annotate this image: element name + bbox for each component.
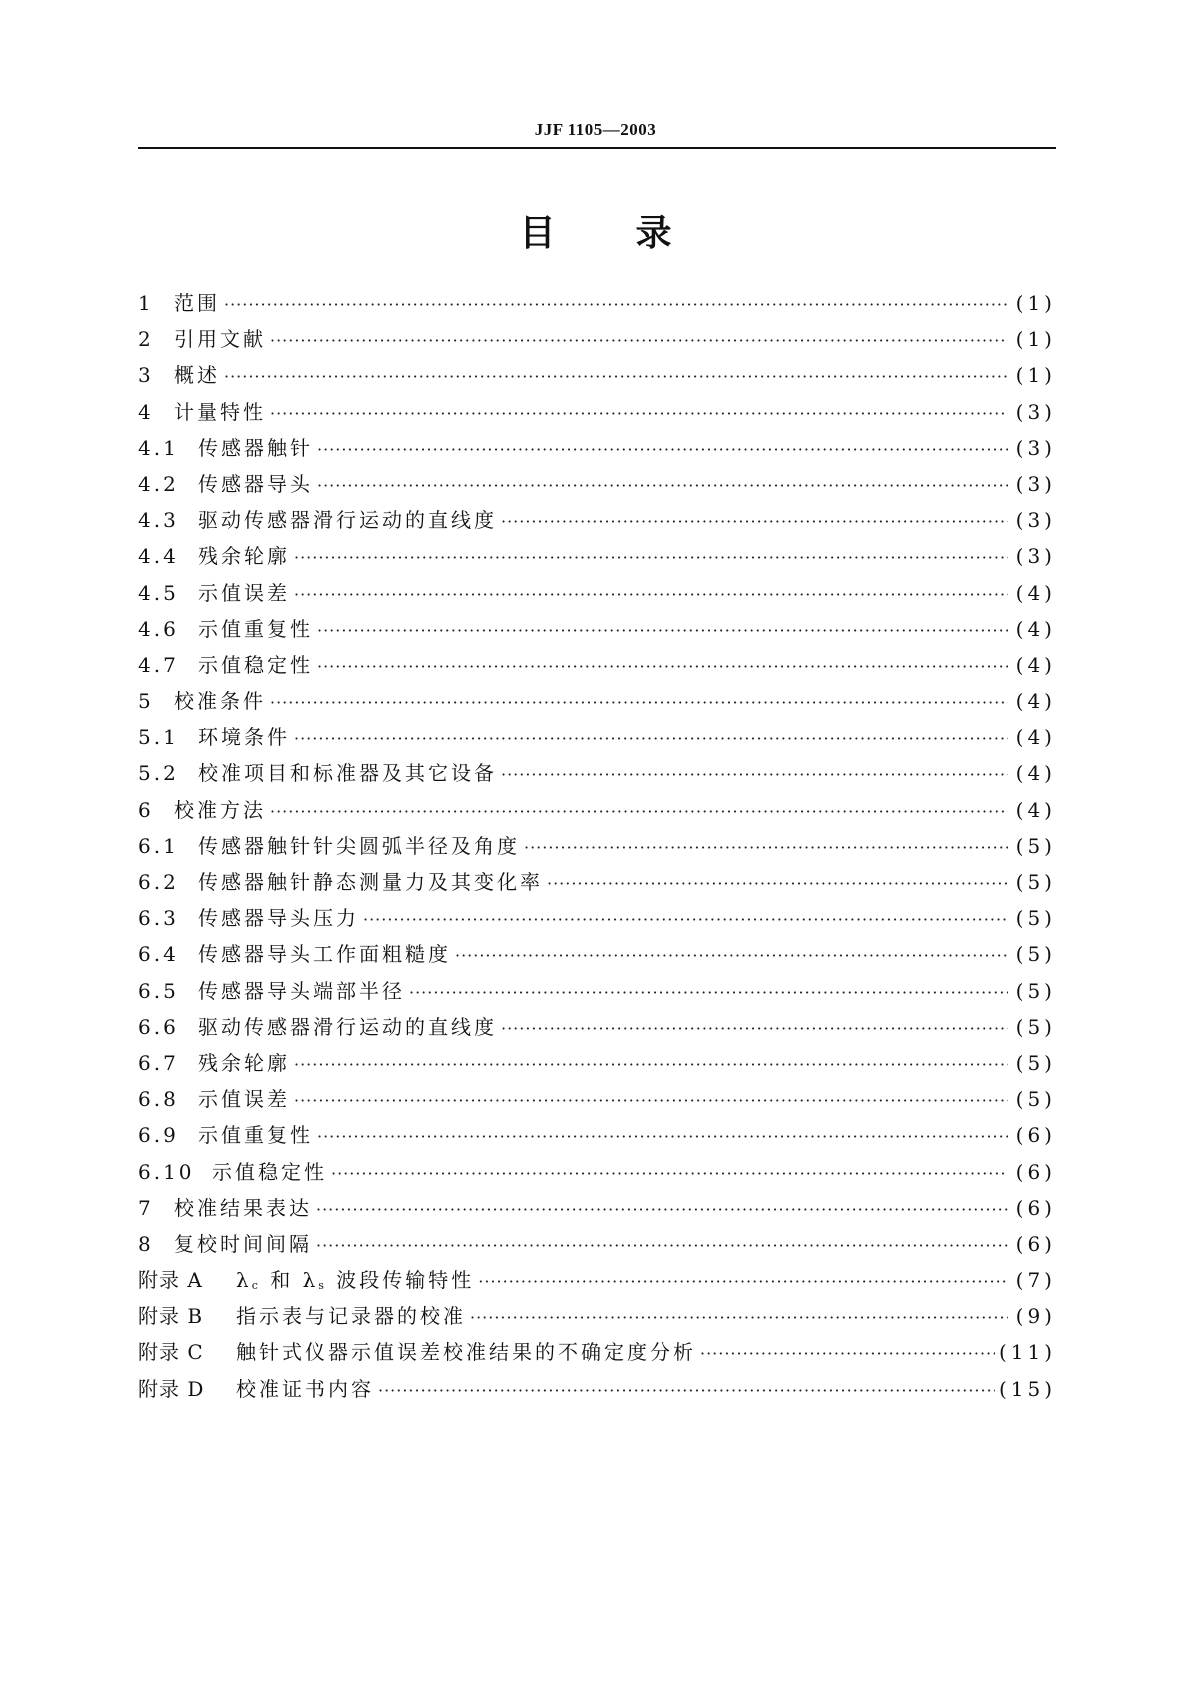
toc-entry-label: 传感器导头 — [198, 471, 313, 496]
toc-entry-number: 6.1 — [138, 833, 179, 858]
toc-entry-page: (5) — [1015, 978, 1056, 1003]
toc-entry-number: 4.6 — [138, 616, 179, 641]
toc-entry-number: 6.2 — [138, 870, 179, 894]
toc-entry[interactable] — [138, 1156, 1056, 1192]
toc-entry[interactable] — [138, 649, 1056, 685]
toc-entry-page: (5) — [1015, 906, 1056, 931]
dot-leader — [316, 1200, 1008, 1219]
dot-leader — [270, 331, 1008, 350]
toc-entry-page: (4) — [1015, 616, 1056, 641]
toc-entry-label: 复校时间间隔 — [174, 1231, 312, 1256]
toc-entry-page: (7) — [1015, 1268, 1056, 1293]
dot-leader — [317, 440, 1008, 459]
toc-entry-page: (5) — [1015, 942, 1056, 967]
dot-leader — [270, 802, 1008, 821]
toc-entry-label: 指示表与记录器的校准 — [236, 1304, 466, 1329]
toc-entry-label: 环境条件 — [198, 725, 290, 750]
toc-entry-number: 6.5 — [138, 978, 179, 1003]
toc-entry-number: 6.7 — [138, 1050, 179, 1075]
dot-leader — [294, 585, 1008, 604]
toc-entry-number: 附录 B — [138, 1304, 204, 1329]
dot-leader — [270, 404, 1008, 423]
toc-entry-label-part: s — [318, 1279, 327, 1293]
dot-leader — [224, 295, 1008, 314]
toc-entry-page: (6) — [1015, 1159, 1056, 1184]
toc-entry-number: 4.2 — [138, 471, 179, 496]
toc-entry-number: 附录 C — [138, 1340, 204, 1365]
dot-leader — [294, 729, 1008, 748]
toc-entry-page: (9) — [1015, 1304, 1056, 1329]
toc-entry[interactable] — [138, 1011, 1056, 1047]
toc-entry[interactable] — [138, 396, 1056, 432]
toc-entry-page: (1) — [1015, 327, 1056, 352]
toc-entry[interactable] — [138, 938, 1056, 974]
dot-leader — [317, 476, 1008, 495]
toc-entry-number: 4.4 — [138, 544, 179, 569]
toc-entry[interactable] — [138, 323, 1056, 359]
toc-entry-label: 传感器导头端部半径 — [198, 978, 405, 1003]
toc-entry[interactable] — [138, 1083, 1056, 1119]
toc-entry-label: 校准条件 — [174, 689, 266, 714]
dot-leader — [455, 946, 1008, 965]
toc-entry[interactable] — [138, 540, 1056, 576]
toc-entry-label: 触针式仪器示值误差校准结果的不确定度分析 — [236, 1340, 696, 1365]
toc-entry[interactable] — [138, 1373, 1056, 1409]
toc-entry[interactable] — [138, 975, 1056, 1011]
toc-entry[interactable] — [138, 794, 1056, 830]
toc-entry-page: (5) — [1015, 1087, 1056, 1112]
toc-entry-label: 校准证书内容 — [236, 1376, 374, 1401]
toc-entry-number: 5 — [138, 689, 154, 714]
toc-entry-number: 1 — [138, 291, 154, 315]
toc-entry-label: 传感器触针针尖圆弧半径及角度 — [198, 833, 520, 858]
dot-leader — [331, 1164, 1008, 1183]
toc-entry[interactable] — [138, 685, 1056, 721]
toc-entry-number: 5.1 — [138, 725, 179, 750]
toc-entry[interactable] — [138, 577, 1056, 613]
toc-entry-label: 传感器导头工作面粗糙度 — [198, 942, 451, 967]
toc-entry-label — [236, 1264, 474, 1293]
toc-entry[interactable] — [138, 1228, 1056, 1264]
dot-leader — [501, 512, 1008, 531]
toc-entry-number: 4.3 — [138, 508, 179, 533]
toc-entry-label-part: c — [251, 1279, 261, 1293]
toc-entry-number: 6.6 — [138, 1014, 179, 1039]
toc-entry[interactable] — [138, 1192, 1056, 1228]
toc-entry[interactable] — [138, 1264, 1056, 1300]
toc-entry-number: 6.8 — [138, 1087, 179, 1112]
dot-leader — [294, 1055, 1008, 1074]
toc-entry-page: (1) — [1015, 291, 1056, 315]
toc-entry-number: 5.2 — [138, 761, 179, 786]
toc-entry-label: 传感器触针 — [198, 435, 313, 460]
toc-entry-number: 6.9 — [138, 1123, 179, 1148]
toc-entry-number: 6 — [138, 797, 154, 822]
toc-entry-page: (3) — [1015, 508, 1056, 533]
toc-entry-page: (4) — [1015, 652, 1056, 677]
dot-leader — [501, 765, 1008, 784]
toc-entry[interactable] — [138, 287, 1056, 323]
toc-entry-label: 驱动传感器滑行运动的直线度 — [198, 508, 497, 533]
toc-entry-label: 示值重复性 — [198, 1123, 313, 1148]
toc-entry-label: 范围 — [174, 291, 220, 315]
toc-entry-label-part: 波段传输特性 — [326, 1268, 475, 1293]
toc-entry-label: 示值重复性 — [198, 616, 313, 641]
toc-entry-number: 7 — [138, 1195, 154, 1220]
toc-entry-page: (4) — [1015, 580, 1056, 605]
toc-entry-number: 附录 A — [138, 1268, 203, 1293]
toc-entry-page: (6) — [1015, 1231, 1056, 1256]
toc-entry-number: 8 — [138, 1231, 154, 1256]
toc-entry-page: (3) — [1015, 471, 1056, 496]
toc-entry-label: 计量特性 — [174, 399, 266, 424]
toc-entry-page: (6) — [1015, 1123, 1056, 1148]
dot-leader — [270, 693, 1008, 712]
toc-entry[interactable] — [138, 830, 1056, 866]
dot-leader — [294, 1091, 1008, 1110]
toc-entry-page: (4) — [1015, 797, 1056, 822]
toc-entry-number: 6.4 — [138, 942, 179, 967]
toc-entry-page: (3) — [1015, 399, 1056, 424]
toc-entry-page: (15) — [998, 1376, 1056, 1401]
toc-entry-label: 引用文献 — [174, 327, 266, 352]
toc-entry[interactable] — [138, 1336, 1056, 1372]
toc-entry-number: 6.3 — [138, 906, 179, 931]
toc-entry-label: 示值误差 — [198, 580, 290, 605]
dot-leader — [363, 910, 1008, 929]
toc-entry-number: 3 — [138, 363, 154, 388]
page-title: 目录 — [519, 213, 752, 254]
toc-entry[interactable] — [138, 1119, 1056, 1155]
toc-entry[interactable] — [138, 359, 1056, 395]
dot-leader — [478, 1272, 1008, 1291]
toc-entry[interactable] — [138, 866, 1056, 902]
toc-entry-page: (5) — [1015, 1050, 1056, 1075]
toc-entry-number: 4.1 — [138, 435, 179, 460]
dot-leader — [317, 621, 1008, 640]
dot-leader — [501, 1019, 1008, 1038]
dot-leader — [378, 1381, 995, 1400]
dot-leader — [294, 548, 1008, 567]
toc-entry-page: (1) — [1015, 363, 1056, 388]
toc-entry-label: 示值误差 — [198, 1087, 290, 1112]
toc-entry-page: (6) — [1015, 1195, 1056, 1220]
toc-entry-label-part: λ — [236, 1268, 252, 1293]
dot-leader — [524, 838, 1008, 857]
toc-entry-page: (3) — [1015, 544, 1056, 569]
toc-entry-label: 校准结果表达 — [174, 1195, 312, 1220]
toc-entry[interactable] — [138, 1047, 1056, 1083]
dot-leader — [224, 367, 1008, 386]
toc-entry[interactable] — [138, 757, 1056, 793]
dot-leader — [317, 1127, 1008, 1146]
toc-entry-label: 传感器触针静态测量力及其变化率 — [198, 870, 543, 894]
toc-entry-label: 驱动传感器滑行运动的直线度 — [198, 1014, 497, 1039]
toc-entry-number: 4 — [138, 399, 154, 424]
toc-entry-page: (4) — [1015, 761, 1056, 786]
toc-entry-label-part: 和 λ — [260, 1268, 319, 1293]
dot-leader — [470, 1308, 1008, 1327]
toc-entry-page: (4) — [1015, 725, 1056, 750]
toc-entry-page: (5) — [1015, 833, 1056, 858]
toc-entry-label: 校准方法 — [174, 797, 266, 822]
toc-entry-number: 4.7 — [138, 652, 179, 677]
toc-entry-page: (4) — [1015, 689, 1056, 714]
toc-entry-label: 示值稳定性 — [198, 652, 313, 677]
toc-entry-page: (5) — [1015, 870, 1056, 894]
dot-leader — [317, 657, 1008, 676]
toc-entry[interactable] — [138, 432, 1056, 468]
toc-entry-label: 残余轮廓 — [198, 544, 290, 569]
dot-leader — [547, 874, 1008, 893]
table-of-contents — [138, 287, 1056, 1409]
toc-entry[interactable] — [138, 468, 1056, 504]
toc-entry-label: 残余轮廓 — [198, 1050, 290, 1075]
toc-entry-number: 2 — [138, 327, 154, 352]
toc-entry-label: 概述 — [174, 363, 220, 388]
toc-entry-label: 示值稳定性 — [212, 1159, 327, 1184]
toc-entry-page: (11) — [998, 1340, 1056, 1365]
toc-entry-page: (3) — [1015, 435, 1056, 460]
toc-entry-label: 校准项目和标准器及其它设备 — [198, 761, 497, 786]
dot-leader — [316, 1236, 1008, 1255]
toc-entry-number: 4.5 — [138, 580, 179, 605]
toc-entry[interactable] — [138, 613, 1056, 649]
toc-entry[interactable] — [138, 1300, 1056, 1336]
toc-entry-label: 传感器导头压力 — [198, 906, 359, 931]
toc-entry[interactable] — [138, 504, 1056, 540]
dot-leader — [409, 983, 1008, 1002]
dot-leader — [700, 1344, 995, 1363]
toc-entry[interactable] — [138, 902, 1056, 938]
toc-entry-number: 附录 D — [138, 1376, 205, 1401]
toc-entry-number: 6.10 — [138, 1159, 195, 1184]
toc-entry-page: (5) — [1015, 1014, 1056, 1039]
toc-entry[interactable] — [138, 721, 1056, 757]
document-code: JJF 1105—2003 — [534, 120, 657, 139]
header-rule — [138, 147, 1056, 149]
